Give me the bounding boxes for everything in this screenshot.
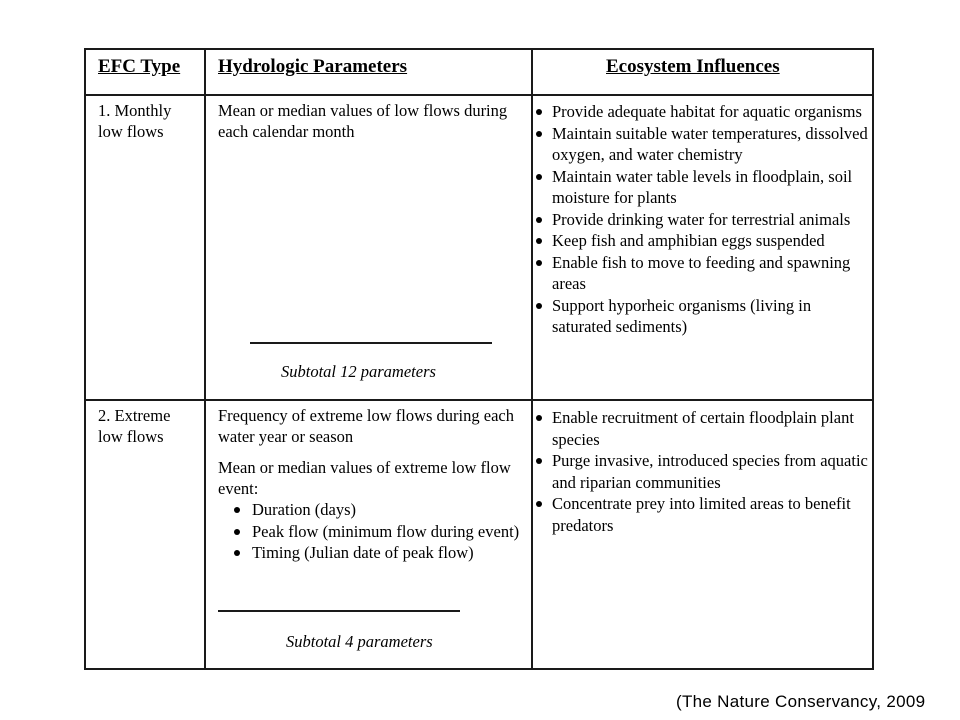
influence-item: Provide drinking water for terrestrial animals (534, 209, 874, 231)
influence-item: Maintain suitable water temperatures, dissolved oxygen, and water chemistry (534, 123, 874, 166)
citation: (The Nature Conservancy, 2009 (676, 692, 926, 711)
ecosystem-influences-cell (534, 407, 874, 536)
subtotal-rule (250, 342, 492, 344)
header-hydrologic-parameters: Hydrologic Parameters (218, 56, 408, 77)
hydrologic-parameters-cell (218, 405, 523, 564)
influence-item: Enable recruitment of certain floodplain plant species (534, 407, 874, 450)
subtotal-rule (218, 610, 460, 612)
influence-item: Keep fish and amphibian eggs suspended (534, 230, 874, 252)
influence-item: Enable fish to move to feeding and spawning areas (534, 252, 874, 295)
efc-table (84, 48, 874, 670)
influence-item: Maintain water table levels in floodplain, soil moisture for plants (534, 166, 874, 209)
influence-item: Purge invasive, introduced species from aquatic and riparian communities (534, 450, 874, 493)
hydrologic-text: Mean or median values of extreme low flow event: (218, 458, 511, 498)
subtotal-label: Subtotal 12 parameters (281, 362, 436, 381)
efc-type-cell: 1. Monthly low flows (98, 101, 172, 141)
influence-item: Support hyporheic organisms (living in saturated sediments) (534, 295, 874, 338)
influence-item: Provide adequate habitat for aquatic organisms (534, 101, 874, 123)
row-divider (86, 399, 872, 401)
hydrologic-text: Frequency of extreme low flows during each water year or season (218, 406, 514, 446)
header-efc-type: EFC Type (98, 56, 181, 77)
parameter-item: Timing (Julian date of peak flow) (232, 542, 523, 564)
header-divider (86, 94, 872, 96)
column-divider (531, 50, 533, 668)
efc-type-cell: 2. Extreme low flows (98, 406, 171, 446)
influence-item: Concentrate prey into limited areas to benefit predators (534, 493, 874, 536)
hydrologic-parameters-cell: Mean or median values of low flows during each calendar month (218, 101, 508, 141)
ecosystem-influences-cell (534, 101, 874, 338)
header-ecosystem-influences: Ecosystem Influences (606, 56, 780, 77)
parameter-item: Duration (days) (232, 499, 523, 521)
column-divider (204, 50, 206, 668)
subtotal-label: Subtotal 4 parameters (286, 632, 433, 651)
parameter-item: Peak flow (minimum flow during event) (232, 521, 523, 543)
